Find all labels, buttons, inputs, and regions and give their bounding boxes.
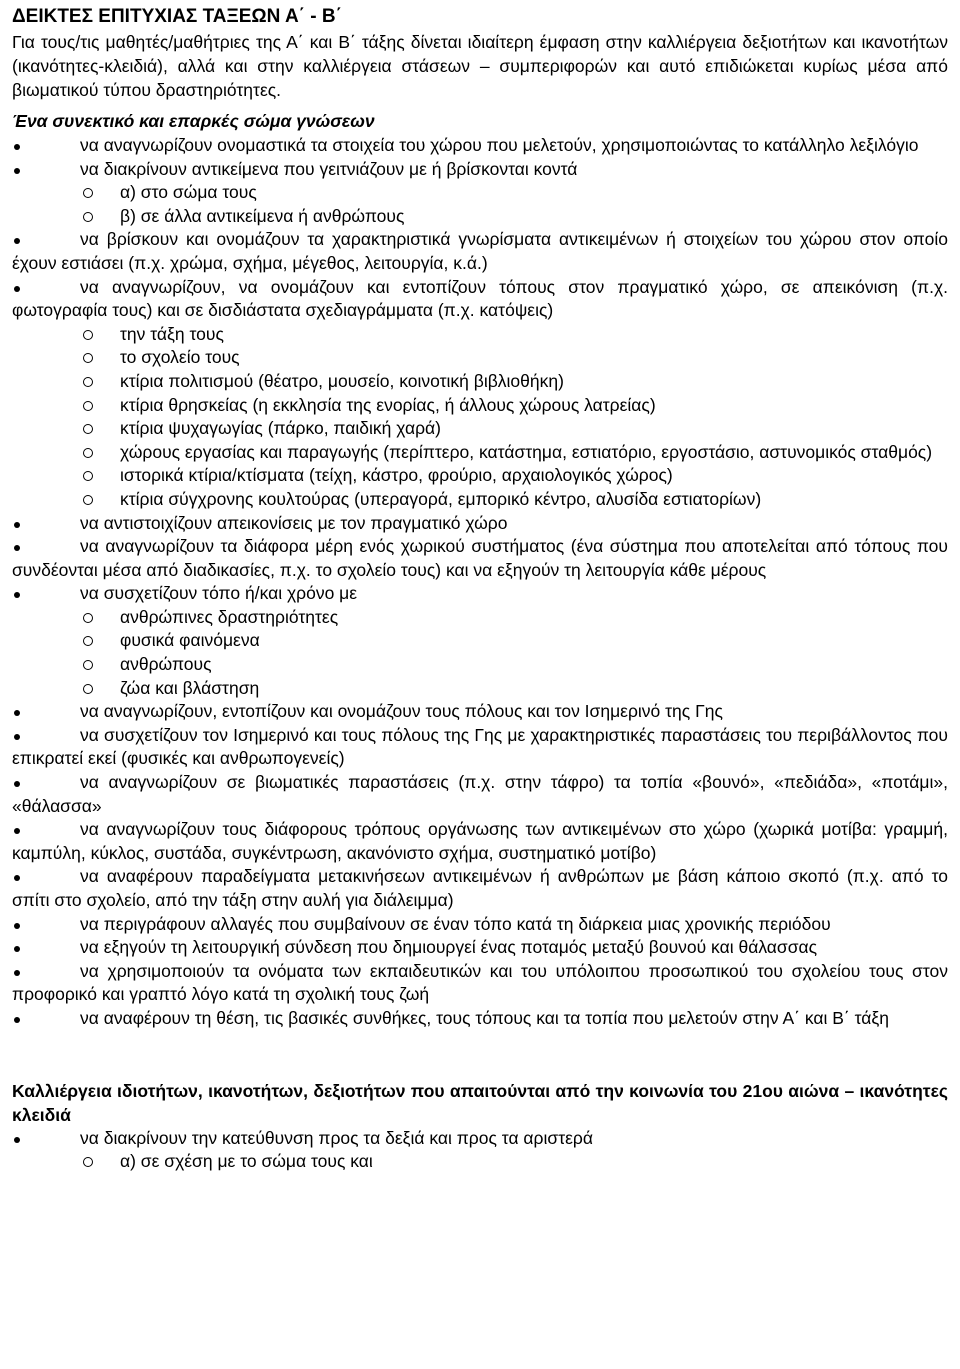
list-item: να διακρίνουν αντικείμενα που γειτνιάζουν με ή βρίσκονται κοντά	[12, 158, 948, 182]
list-item: να αναγνωρίζουν, να ονομάζουν και εντοπίζουν τόπους στον πραγματικό χώρο, σε απεικόνιση (π.χ. φωτογραφία τους) και σε δισδιάστατα σχεδιαγράμματα (π.χ. κατόψεις)	[12, 276, 948, 323]
sub-list-item: β) σε άλλα αντικείμενα ή ανθρώπους	[12, 205, 948, 229]
list-item: να αναγνωρίζουν τους διάφορους τρόπους οργάνωσης των αντικειμένων στο χώρο (χωρικά μοτίβα: γραμμή, καμπύλη, κύκλος, συστάδα, συγκέντρωση, ακανόνιστο σχήμα, συστηματικό μοτίβο)	[12, 818, 948, 865]
sub-list-item: κτίρια ψυχαγωγίας (πάρκο, παιδική χαρά)	[12, 417, 948, 441]
sub-list-item: ζώα και βλάστηση	[12, 677, 948, 701]
sub-list-item: κτίρια σύγχρονης κουλτούρας (υπεραγορά, εμπορικό κέντρο, αλυσίδα εστιατορίων)	[12, 488, 948, 512]
list-item: να αναγνωρίζουν σε βιωματικές παραστάσεις (π.χ. στην τάφρο) τα τοπία «βουνό», «πεδιάδα», «ποτάμι», «θάλασσα»	[12, 771, 948, 818]
sub-list-item: α) σε σχέση με το σώμα τους και	[12, 1150, 948, 1174]
list-item: να συσχετίζουν τον Ισημερινό και τους πόλους της Γης με χαρακτηριστικές παραστάσεις του περιβάλλοντος που επικρατεί εκεί (φυσικές και ανθρωπογενείς)	[12, 724, 948, 771]
list-item: να διακρίνουν την κατεύθυνση προς τα δεξιά και προς τα αριστερά	[12, 1127, 948, 1151]
sub-list-item: κτίρια θρησκείας (η εκκλησία της ενορίας, ή άλλους χώρους λατρείας)	[12, 394, 948, 418]
list-item: να εξηγούν τη λειτουργική σύνδεση που δημιουργεί ένας ποταμός μεταξύ βουνού και θάλασσας	[12, 936, 948, 960]
list-item: να βρίσκουν και ονομάζουν τα χαρακτηριστικά γνωρίσματα αντικειμένων ή στοιχείων του χώρου στον οποίο έχουν εστιάσει (π.χ. χρώμα, σχήμα, μέγεθος, λειτουργία, κ.ά.)	[12, 228, 948, 275]
sub-list-item: ιστορικά κτίρια/κτίσματα (τείχη, κάστρο, φρούριο, αρχαιολογικός χώρος)	[12, 464, 948, 488]
list-item: να χρησιμοποιούν τα ονόματα των εκπαιδευτικών και του υπόλοιπου προσωπικού του σχολείου τους στον προφορικό και γραπτό λόγο κατά τη σχολική τους ζωή	[12, 960, 948, 1007]
sub-list-item: φυσικά φαινόμενα	[12, 629, 948, 653]
list-item: να αναγνωρίζουν, εντοπίζουν και ονομάζουν τους πόλους και τον Ισημερινό της Γης	[12, 700, 948, 724]
section-spacer	[12, 1031, 948, 1079]
list-item: να περιγράφουν αλλαγές που συμβαίνουν σε έναν τόπο κατά τη διάρκεια μιας χρονικής περιόδου	[12, 913, 948, 937]
list-item: να αναφέρουν παραδείγματα μετακινήσεων αντικειμένων ή ανθρώπων με βάση κάποιο σκοπό (π.χ. από το σπίτι στο σχολείο, από την τάξη στην αυλή για διάλειμμα)	[12, 865, 948, 912]
sub-list-item: χώρους εργασίας και παραγωγής (περίπτερο, κατάστημα, εστιατόριο, εργοστάσιο, αστυνομικός σταθμός)	[12, 441, 948, 465]
sub-list-item: κτίρια πολιτισμού (θέατρο, μουσείο, κοινοτική βιβλιοθήκη)	[12, 370, 948, 394]
list-item: να αναγνωρίζουν τα διάφορα μέρη ενός χωρικού συστήματος (ένα σύστημα που αποτελείται από τόπους που συνδέονται μέσα από διαδικασίες, π.χ. το σχολείο τους) και να εξηγούν τη λειτουργία κάθε μέρους	[12, 535, 948, 582]
sub-list-item: την τάξη τους	[12, 323, 948, 347]
sub-list-item: το σχολείο τους	[12, 346, 948, 370]
section-heading-knowledge: Ένα συνεκτικό και επαρκές σώμα γνώσεων	[12, 111, 375, 131]
sub-list-item: ανθρώπινες δραστηριότητες	[12, 606, 948, 630]
intro-paragraph: Για τους/τις μαθητές/μαθήτριες της Α΄ και Β΄ τάξης δίνεται ιδιαίτερη έμφαση στην καλλιέργεια δεξιοτήτων και ικανοτήτων (ικανότητες-κλειδιά), αλλά και στην καλλιέργεια στάσεων – συμπεριφορών και αυτό επιδιώκεται κυρίως μέσα από βιωματικού τύπου δραστηριότητες.	[12, 32, 948, 100]
list-item: να συσχετίζουν τόπο ή/και χρόνο με	[12, 582, 948, 606]
list-item: να αναγνωρίζουν ονομαστικά τα στοιχεία του χώρου που μελετούν, χρησιμοποιώντας το κατάλληλο λεξιλόγιο	[12, 134, 948, 158]
sub-list-item: α) στο σώμα τους	[12, 181, 948, 205]
list-item: να αναφέρουν τη θέση, τις βασικές συνθήκες, τους τόπους και τα τοπία που μελετούν στην Α΄ και Β΄ τάξη	[12, 1007, 948, 1031]
sub-list-item: ανθρώπους	[12, 653, 948, 677]
section-heading-skills: Καλλιέργεια ιδιοτήτων, ικανοτήτων, δεξιοτήτων που απαιτούνται από την κοινωνία του 21ου αιώνα – ικανότητες κλειδιά	[12, 1080, 948, 1125]
page-title: ΔΕΙΚΤΕΣ ΕΠΙΤΥΧΙΑΣ ΤΑΞΕΩΝ Α΄ - Β΄	[12, 6, 342, 27]
list-item: να αντιστοιχίζουν απεικονίσεις με τον πραγματικό χώρο	[12, 512, 948, 536]
